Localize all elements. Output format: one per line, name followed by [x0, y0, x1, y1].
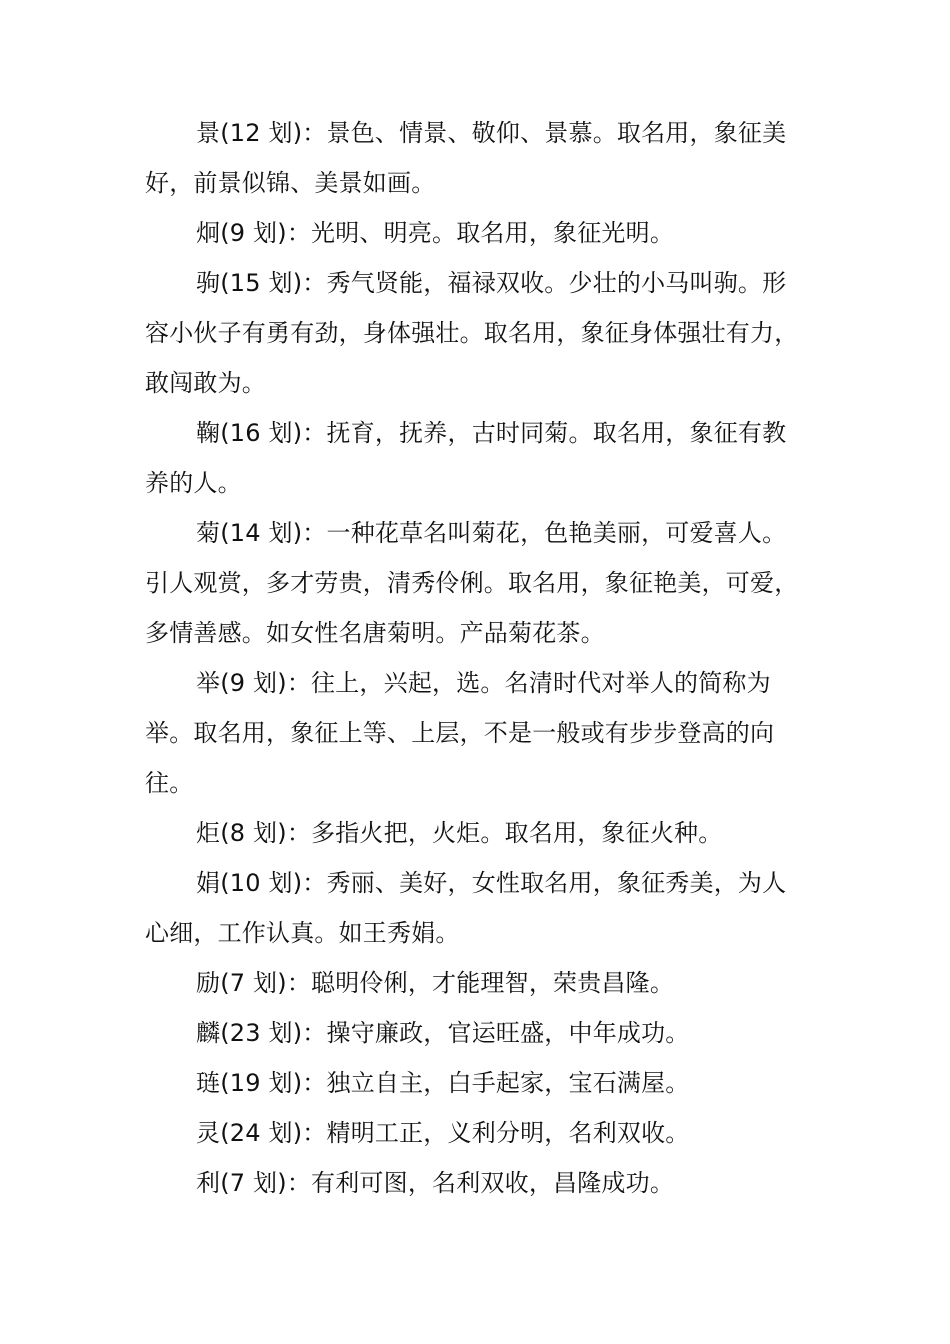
entry-jiong: 炯(9 划)：光明、明亮。取名用，象征光明。	[196, 219, 675, 247]
entry-juan: 娟(10 划)：秀丽、美好，女性取名用，象征秀美，为人心细，工作认真。如王秀娟。	[145, 869, 787, 947]
entry-li-benefit: 利(7 划)：有利可图，名利双收，昌隆成功。	[196, 1169, 675, 1197]
entry-ju-nurture: 鞠(16 划)：抚育，抚养，古时同菊。取名用，象征有教养的人。	[145, 419, 787, 497]
entry-ju-horse: 驹(15 划)：秀气贤能，福禄双收。少壮的小马叫驹。形容小伙子有勇有劲，身体强壮。取名用，象征身体强壮有力，敢闯敢为。	[145, 269, 799, 397]
entry-ju-raise: 举(9 划)：往上，兴起，选。名清时代对举人的简称为举。取名用，象征上等、上层，不是一般或有步步登高的向往。	[145, 669, 775, 797]
entry-ju-chrysanthemum: 菊(14 划)：一种花草名叫菊花，色艳美丽，可爱喜人。引人观赏，多才劳贵，清秀伶俐。取名用，象征艳美，可爱，多情善感。如女性名唐菊明。产品菊花茶。	[145, 519, 799, 647]
document-body	[145, 108, 810, 1208]
entry-jing: 景(12 划)：景色、情景、敬仰、景慕。取名用，象征美好，前景似锦、美景如画。	[145, 119, 787, 197]
entry-ling: 灵(24 划)：精明工正，义利分明，名利双收。	[196, 1119, 690, 1147]
entry-li-encourage: 励(7 划)：聪明伶俐，才能理智，荣贵昌隆。	[196, 969, 675, 997]
entry-lin: 麟(23 划)：操守廉政，官运旺盛，中年成功。	[196, 1019, 690, 1047]
entry-ju-torch: 炬(8 划)：多指火把，火炬。取名用，象征火种。	[196, 819, 723, 847]
entry-lian: 琏(19 划)：独立自主，白手起家，宝石满屋。	[196, 1069, 690, 1097]
